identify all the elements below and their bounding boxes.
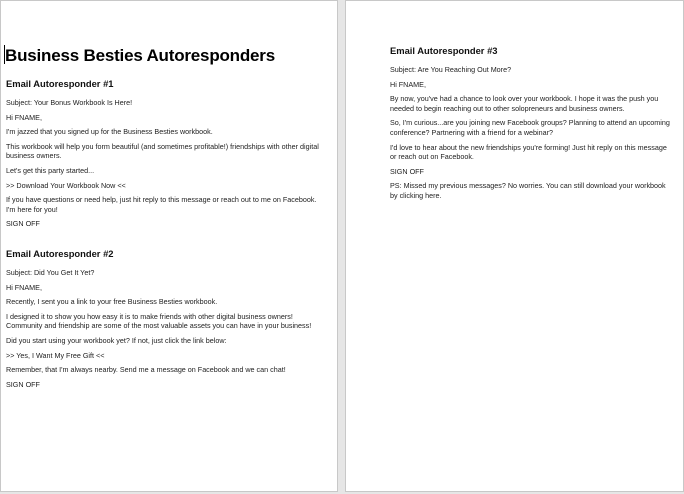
email-1-subject: Subject: Your Bonus Workbook Is Here! bbox=[6, 98, 133, 107]
email-2-paragraph: I designed it to show you how easy it is to make friends with other digital business owners! Community and friendship are some of the most valuable assets you can have in your business! bbox=[6, 311, 312, 331]
email-1-paragraph: I'm jazzed that you signed up for the Business Besties workbook. bbox=[6, 127, 213, 137]
email-2-greeting: Hi FNAME, bbox=[6, 282, 42, 292]
document-page-1[interactable] bbox=[0, 0, 338, 492]
email-2-sign-off: SIGN OFF bbox=[6, 379, 40, 389]
email-3-paragraph: I'd love to hear about the new friendships you're forming! Just hit reply on this message or reach out on Facebook. bbox=[390, 142, 667, 162]
section-gap bbox=[6, 234, 327, 248]
email-2-heading: Email Autoresponder #2 bbox=[6, 247, 114, 259]
email-2-paragraph: Remember, that I'm always nearby. Send me a message on Facebook and we can chat! bbox=[6, 365, 286, 375]
email-2-paragraph: Did you start using your workbook yet? If not, just click the link below: bbox=[6, 335, 227, 345]
email-1-paragraph: This workbook will help you form beautiful (and sometimes profitable!) friendships with other digital business owners. bbox=[6, 141, 319, 161]
email-1-heading: Email Autoresponder #1 bbox=[6, 78, 114, 89]
email-2-gift-link: >> Yes, I Want My Free Gift << bbox=[6, 350, 105, 360]
email-2-subject: Subject: Did You Get It Yet? bbox=[6, 267, 95, 277]
email-1-download-link: >> Download Your Workbook Now << bbox=[6, 180, 126, 190]
email-3-greeting: Hi FNAME, bbox=[390, 79, 426, 89]
email-2-section bbox=[6, 248, 327, 389]
email-3-paragraph: By now, you've had a chance to look over your workbook. I hope it was the push you needed to begin reaching out to other solopreneurs and business owners. bbox=[390, 94, 659, 113]
document-page-2[interactable] bbox=[345, 0, 684, 492]
email-1-section bbox=[6, 78, 327, 229]
email-3-sign-off: SIGN OFF bbox=[390, 166, 424, 176]
email-1-paragraph: If you have questions or need help, just hit reply to this message or reach out to me on Facebook. I'm here for you! bbox=[6, 195, 317, 214]
email-1-greeting: Hi FNAME, bbox=[6, 112, 42, 122]
page-1-content[interactable] bbox=[6, 45, 327, 394]
document-title[interactable] bbox=[4, 45, 327, 66]
email-2-paragraph: Recently, I sent you a link to your free Business Besties workbook. bbox=[6, 297, 218, 307]
page-2-content[interactable] bbox=[390, 45, 671, 206]
email-3-heading: Email Autoresponder #3 bbox=[390, 45, 498, 56]
email-3-paragraph: So, I'm curious...are you joining new Facebook groups? Planning to attend an upcoming conference? Partnering with a friend for a webinar? bbox=[390, 118, 670, 137]
email-1-paragraph: Let's get this party started... bbox=[6, 165, 95, 175]
email-1-sign-off: SIGN OFF bbox=[6, 219, 40, 229]
email-3-postscript: PS: Missed my previous messages? No worries. You can still download your workbook by clicking here. bbox=[390, 181, 666, 200]
email-3-section bbox=[390, 45, 671, 201]
document-title-text: Business Besties Autoresponders bbox=[5, 46, 275, 65]
email-3-subject: Subject: Are You Reaching Out More? bbox=[390, 65, 512, 74]
